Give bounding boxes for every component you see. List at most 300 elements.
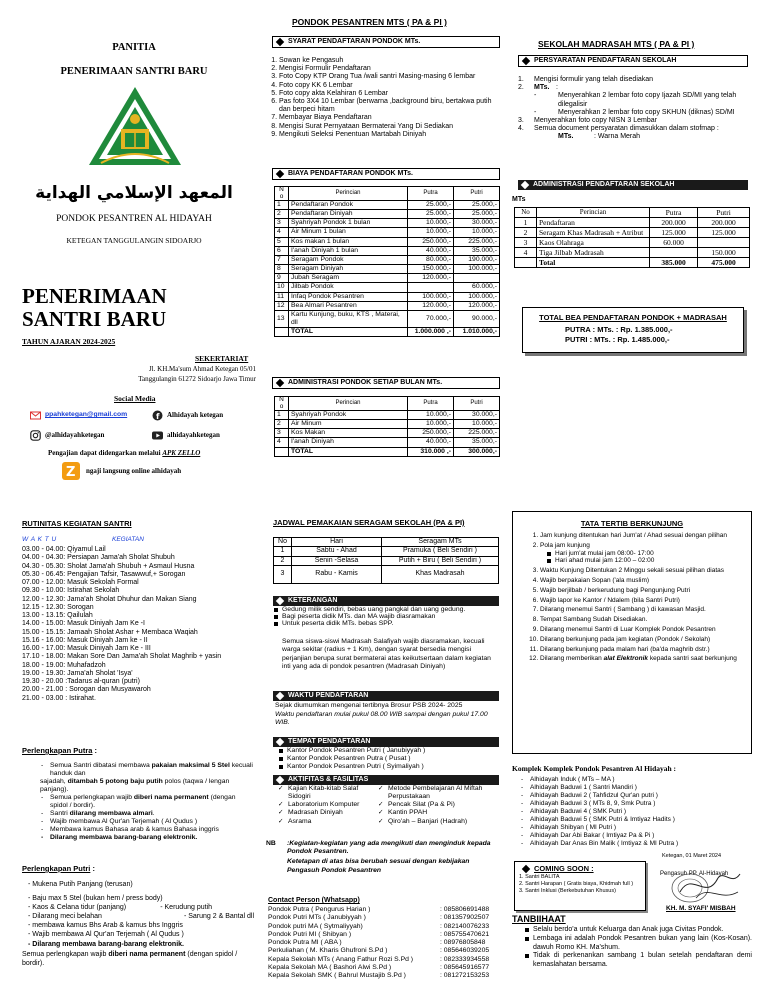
cell-no: 9	[275, 274, 289, 283]
contact-row	[268, 906, 500, 914]
schedule-item: 14.00 - 15.00: Masuk Diniyah Jam Ke -I	[22, 620, 145, 628]
list-item: Gedung milik sendiri, bebas uang pangkal dan uang gedung.	[273, 606, 499, 613]
table-row	[275, 283, 500, 292]
list-item: 5. Foto copy akta Kelahiran 6 Lembar	[279, 90, 498, 98]
schedule-item: 16.00 - 17.00: Masuk Diniyah Jam Ke - III	[22, 645, 151, 652]
pondok-name: PONDOK PESANTREN AL HIDAYAH	[56, 214, 212, 224]
cell-no: 10	[275, 283, 289, 292]
list-item: - Alhidayah Baduwi 5 ( SMK Putri & Imtiyaz Hadits )	[520, 816, 750, 824]
contact-number[interactable]: : 082140076233	[440, 922, 490, 930]
total-bea-putra: PUTRA : MTs. : Rp. 1.385.000,-	[565, 325, 673, 334]
cell-putra: 40.000,-	[408, 246, 454, 255]
table-row	[275, 438, 500, 447]
cell-putra: 250.000,-	[408, 237, 454, 246]
table-total-row: Total 385.000 475.000	[515, 258, 750, 268]
instagram-name: @alhidayahketegan	[45, 431, 105, 440]
list-item: Kantor Pondok Pesantren Putri ( Janubiyyah )	[278, 747, 500, 755]
cell-putri: 190.000,-	[454, 255, 500, 264]
facebook-row[interactable]	[152, 410, 223, 421]
table-row: 3 Rabu - Kamis Khas Madrasah	[274, 566, 499, 584]
cell-no: 4	[275, 438, 289, 447]
list-item: - sajadah, ditambah 5 potong baju putih polos (taqwa / lengan panjang).	[40, 778, 254, 794]
list-item: Selalu berdo'a untuk Keluarga dan Anak juga Civitas Pondok.	[524, 926, 752, 935]
cell-perincian: Seragam Pondok	[289, 255, 408, 264]
arabic-name: المعهد الإسلامي الهداية	[35, 183, 233, 203]
cell-perincian: Kos makan 1 bulan	[289, 237, 408, 246]
cell-perincian: Kartu Kunjung, buku, KTS , Materai, dll	[289, 310, 408, 327]
waktu-line1: Sejak diumumkan mengenai tertibnya Brosur PSB 2024- 2025	[275, 702, 463, 709]
col-perincian: Perincian	[289, 187, 408, 201]
table-row: 2 Senin -Selasa Putih + Biru ( Beli Sendiri )	[274, 556, 499, 565]
list-item: - Membawa kamus Bahasa arab & kamus Bahasa inggris	[40, 826, 254, 834]
list-item: 3. Santri Inklusi (Berkebutuhan Khusus)	[519, 888, 616, 895]
list-item: - Alhidayah Baduwi 2 ( Tahfidzul Qur'an putri )	[520, 792, 750, 800]
cell-no: 11	[275, 292, 289, 301]
social-media-label: Social Media	[114, 394, 156, 403]
contact-list	[268, 906, 500, 981]
cell-putri: 100.000,-	[454, 292, 500, 301]
cell-perincian: Pendaftaran Pondok	[289, 201, 408, 210]
diamond-icon	[521, 181, 529, 189]
cell-putri: 120.000,-	[454, 301, 500, 310]
col-waktu: W A K T U	[22, 536, 57, 543]
col-putri: Putri	[454, 187, 500, 201]
contact-number[interactable]: : 08976805848	[440, 939, 486, 947]
list-item: ✓ Madrasah Diniyah	[278, 809, 378, 817]
facebook-name: Alhidayah ketegan	[167, 411, 224, 420]
schedule-item: 18.00 - 19.00: Muhafadzoh	[22, 661, 106, 669]
schedule-item: 09.30 - 10.00: Istirahat Sekolah	[22, 587, 120, 595]
mts-label: MTs	[512, 196, 526, 203]
table-row	[515, 248, 750, 258]
diamond-icon	[276, 692, 284, 700]
contact-row	[268, 947, 500, 955]
instagram-row[interactable]	[30, 430, 104, 441]
list-item: MTs. : Warna Merah	[558, 133, 641, 141]
tanbihaat-title: TANBIIHAAT	[512, 914, 566, 924]
signature-stamp	[660, 862, 746, 910]
cell-no: 2	[275, 420, 289, 429]
table-row	[275, 265, 500, 274]
email-link[interactable]: ppahketegan@gmail.com	[45, 411, 128, 419]
schedule-item: 07.00 - 12.00: Masuk Sekolah Formal	[22, 579, 139, 586]
list-item: - Semua perlengkapan wajib diberi nama permanent (dengan spidol / bordir).	[40, 794, 254, 810]
table-total-row: TOTAL 310.000 ,- 300.000,-	[275, 447, 500, 456]
contact-row	[268, 956, 500, 964]
cell-perincian: I'anah Diniyah 1 bulan	[289, 246, 408, 255]
table-row	[275, 219, 500, 228]
cell-putri	[698, 238, 750, 248]
list-item: 6. Wajib lapor ke Kantor / Ndalem (bila Santri Putri)	[540, 597, 737, 605]
list-item: - membawa kamus Bhs Arab & kamus bhs Inggris	[28, 922, 183, 930]
list-item: ✓ Pencak Silat (Pa & Pi)	[378, 801, 500, 809]
list-item: 8. Mengisi Surat Pernyataan Bermaterai Yang Di Sediakan	[279, 123, 498, 131]
perlengkapan-putri-note: Semua perlengkapan wajib diberi nama permanent (dengan spidol / bordir).	[22, 951, 238, 968]
keterangan-note: Semua siswa-siswi Madrasah Salafiyah wajib diasramakan, kecuali warga sekitar (radius + 1 Km), dengan syarat bersedia mengisi perjanjian berupa surat bermaterai atas keikutsertaan dalam kegiatan inti yang ada di pondok pesantren (Madrasah Diniyah)	[282, 638, 491, 671]
aktifitas-header: AKTIFITAS & FASILITAS	[273, 775, 499, 785]
contact-name: Pondok putri MA ( Sytmaliyyah)	[268, 922, 363, 930]
cell-perincian: Kos Makan	[289, 429, 408, 438]
list-item: - Dilarang meci belahan - Sarung 2 & Bantal dll	[28, 913, 254, 921]
admin-sekolah-table-wrap	[514, 207, 750, 268]
cell-perincian: Jubah Seragam	[289, 274, 408, 283]
total-bea-title: TOTAL BEA PENDAFTARAN PONDOK + MADRASAH	[539, 313, 727, 322]
contact-name: Pondok Putra MI ( ABA )	[268, 939, 342, 947]
diamond-icon	[522, 57, 530, 65]
diamond-icon	[276, 776, 284, 784]
table-row	[515, 228, 750, 238]
cell-perincian: Kaos Olahraga	[537, 238, 650, 248]
coming-soon-title: COMING SOON :	[515, 864, 645, 873]
cell-no: 7	[275, 255, 289, 264]
diamond-icon	[522, 864, 530, 872]
list-item: 5. Wajib berjilbab / berkerudung bagi Pengunjung Putri	[540, 587, 737, 595]
col-putra: Putra	[408, 187, 454, 201]
table-row	[275, 237, 500, 246]
schedule-item: 15.00 - 15.15: Jamaah Sholat Ashar + Membaca Waqiah	[22, 628, 198, 636]
list-item: 8. Tempat Sambang Sudah Disediakan.	[540, 616, 737, 624]
perlengkapan-putra-title-row: Perlengkapan Putra :	[22, 746, 98, 755]
contact-row	[268, 964, 500, 972]
penerimaan-label: PENERIMAAN SANTRI BARU	[60, 66, 208, 77]
schedule-item: 17.10 - 18.00: Makan Sore Dan Jama'ah Sholat Maghrib + yasin	[22, 653, 222, 661]
contact-name: Kepala Sekolah MA ( Bashori Alwi S.Pd )	[268, 963, 392, 971]
list-item: - Baju max 5 Stel (bukan hem / press body)	[28, 895, 163, 903]
facebook-icon	[152, 410, 163, 421]
top-title: PONDOK PESANTREN MTS ( PA & PI )	[292, 17, 447, 27]
diamond-icon	[276, 38, 284, 46]
table-row	[275, 301, 500, 310]
total-bea-putri: PUTRI : MTs. : Rp. 1.485.000,-	[565, 335, 670, 344]
list-item: 11. Dilarang berkunjung pada malam hari (ba'da maghrib dstr.)	[540, 646, 737, 654]
rutinitas-title: RUTINITAS KEGIATAN SANTRI	[22, 519, 132, 528]
table-header-row: No Perincian Putra Putri	[515, 208, 750, 218]
perlengkapan-putri-title-row: Perlengkapan Putri :	[22, 864, 95, 873]
contact-row	[268, 923, 500, 931]
cell-perincian: Syahriyah Pondok	[289, 411, 408, 420]
list-item: 12. Dilarang memberikan alat Elektronik kepada santri saat berkunjung	[540, 655, 737, 663]
cell-perincian: Pendaftaran	[537, 218, 650, 228]
list-item: 2. MTs. :	[518, 84, 558, 92]
list-item: 9. Mengikuti Seleksi Penentuan Martabah Diniyah	[279, 131, 498, 139]
aktifitas-left-list	[278, 785, 378, 826]
list-item: 1. Mengisi formulir yang telah disediakan	[518, 76, 654, 83]
diamond-icon	[276, 597, 284, 605]
table-row	[275, 310, 500, 327]
contact-number[interactable]: : 085755470621	[440, 930, 490, 938]
col-no: N o	[275, 187, 289, 201]
cell-putri: 60.000,-	[454, 283, 500, 292]
cell-no: 5	[275, 237, 289, 246]
tempat-list	[278, 747, 500, 770]
table-row	[275, 210, 500, 219]
table-row	[275, 246, 500, 255]
cell-putri: 10.000,-	[454, 420, 500, 429]
list-item: 4. Semua document persyaratan dimasukkan dalam stofmap :	[518, 125, 719, 133]
schedule-item: 19.00 - 19.30: Jama'ah Sholat 'Isya'	[22, 669, 133, 677]
list-item: 7. Membayar Biaya Pendaftaran	[279, 114, 498, 122]
list-item: - Dilarang membawa barang-barang elektronik.	[28, 940, 184, 948]
cell-putra: 70.000,-	[408, 310, 454, 327]
youtube-row[interactable]	[152, 430, 220, 441]
contact-name: Kepala Sekolah MTs ( Anang Fathur Rozi S.Pd )	[268, 955, 414, 963]
list-item: - Wajib membawa Al Qur'an Terjemah ( Al Qudus )	[28, 931, 184, 939]
cell-no: 1	[275, 201, 289, 210]
cell-putra: 100.000,-	[408, 292, 454, 301]
cell-no: 4	[515, 248, 537, 258]
cell-putra: 80.000,-	[408, 255, 454, 264]
list-item: 1. Jam kunjung ditentukan hari Jum'at / Ahad sesuai dengan pilihan	[540, 532, 737, 540]
table-header-row: N o Perincian Putra Putri	[275, 397, 500, 411]
cell-no: 4	[275, 228, 289, 237]
schedule-item: 03.00 - 04.00: Qiyamul Lail	[22, 546, 106, 553]
cell-no: 12	[275, 301, 289, 310]
cell-perincian: Seragam Khas Madrasah + Atribut	[537, 228, 650, 238]
total-putri: 1.010.000,-	[454, 328, 500, 337]
col-kegiatan: KEGIATAN	[112, 536, 144, 543]
table-row	[275, 411, 500, 420]
cell-perincian: Tiga Jilbab Madrasah	[537, 248, 650, 258]
cell-no: 8	[275, 265, 289, 274]
cell-no: 3	[275, 429, 289, 438]
list-item: 9. Dilarang menemui Santri di Luar Komplek Pondok Pesantren	[540, 626, 737, 634]
svg-text:Z: Z	[66, 465, 76, 480]
table-row	[275, 292, 500, 301]
zello-icon	[62, 462, 80, 480]
total-bea-box	[522, 307, 744, 353]
zello-line: Pengajian dapat didengarkan melalui APK ZELLO	[48, 449, 201, 457]
cell-putra: 25.000,-	[408, 201, 454, 210]
seragam-title: JADWAL PEMAKAIAN SERAGAM SEKOLAH (PA & PI)	[273, 518, 465, 527]
komplek-list	[520, 776, 750, 848]
cell-putra: 25.000,-	[408, 210, 454, 219]
list-item: - Alhidayah Dar Abi Bakar ( Imtiyaz Pa & Pi )	[520, 832, 750, 840]
cell-putra: 200.000	[650, 218, 698, 228]
contact-row	[268, 914, 500, 922]
biaya-table	[274, 186, 500, 337]
rutinitas-list	[22, 546, 221, 703]
big-title-line1: PENERIMAAN	[22, 284, 167, 308]
signature-name: KH. M. SYAFI' MISBAH	[666, 905, 736, 912]
zello-online-row: Z ngaji langsung online alhidayah	[62, 462, 181, 480]
diamond-icon	[276, 170, 284, 178]
list-item: ✓ Asrama	[278, 818, 378, 826]
cell-perincian: Bea Almari Pesantren	[289, 301, 408, 310]
persyaratan-header: PERSYARATAN PENDAFTARAN SEKOLAH	[518, 55, 748, 67]
cell-putri: 30.000,-	[454, 411, 500, 420]
schedule-item: 04.30 - 05.30: Sholat Jama'ah Shubuh + Asmaul Husna	[22, 562, 195, 570]
schedule-item: 04.00 - 04.30: Persiapan Jama'ah Sholat Shubuh	[22, 554, 175, 562]
cell-no: 2	[275, 210, 289, 219]
cell-putri: 30.000,-	[454, 219, 500, 228]
total-putra: 1.000.000 ,-	[408, 328, 454, 337]
contact-name: Pondok Putri MI ( Shibyan )	[268, 930, 352, 938]
list-item: ✓ Laboratorium Komputer	[278, 801, 378, 809]
list-item: Bagi peserta didik MTs. dan MA wajib diasramakan	[273, 613, 499, 620]
cell-perincian: Syahriyah Pondok 1 bulan	[289, 219, 408, 228]
cell-perincian: I'anah Diniyah	[289, 438, 408, 447]
list-item: - Menyerahkan 2 lembar foto copy SKHUN (diknas) SD/MI	[534, 108, 735, 116]
cell-putra: 10.000,-	[408, 219, 454, 228]
cell-no: 6	[275, 246, 289, 255]
location-name: KETEGAN TANGGULANGIN SIDOARJO	[66, 236, 202, 245]
table-row	[515, 238, 750, 248]
list-item: Hari jum'at mulai jam 08:00- 17:00	[546, 550, 737, 558]
cell-no: 1	[275, 411, 289, 420]
list-item: 2. Pola jam kunjung Hari jum'at mulai jam 08:00- 17:00 Hari ahad mulai jam 12:00 – 02:00	[540, 542, 737, 565]
cell-putri	[454, 274, 500, 283]
seragam-table-wrap	[273, 537, 499, 584]
signature-title: Pengasuh PP. Al-Hidayah	[660, 871, 729, 877]
cell-putra: 40.000,-	[408, 438, 454, 447]
table-row	[515, 218, 750, 228]
schedule-item: 13.00 - 13.15: Qailulah	[22, 612, 93, 619]
contact-row	[268, 939, 500, 947]
youtube-icon	[152, 430, 163, 441]
panitia-label: PANITIA	[112, 42, 156, 53]
contact-number[interactable]: : 082333934558	[440, 955, 490, 963]
list-item: Kantor Pondok Pesantren Putra ( Pusat )	[278, 755, 500, 763]
tahun-ajaran: TAHUN AJARAN 2024-2025	[22, 337, 116, 346]
signature-date: Ketegan, 01 Maret 2024	[662, 853, 722, 859]
cell-perincian: Air Minum 1 bulan	[289, 228, 408, 237]
contact-number[interactable]: : 085645916577	[440, 963, 490, 971]
list-item: 7. Dilarang menemui Santri ( Sambang ) di kawasan Masjid.	[540, 606, 737, 614]
list-item: 3. Menyerahkan foto copy NISN 3 Lembar	[518, 116, 657, 124]
tata-tertib-title: TATA TERTIB BERKUNJUNG	[580, 519, 684, 528]
keterangan-header: KETERANGAN	[273, 596, 499, 606]
list-item: 1. Sowan ke Pengasuh	[279, 57, 498, 65]
cell-perincian: Pendaftaran Diniyah	[289, 210, 408, 219]
waktu-header: WAKTU PENDAFTARAN	[273, 691, 499, 701]
list-item: ✓ Kantin PPAH	[378, 809, 500, 817]
email-row[interactable]	[30, 410, 127, 421]
table-row	[275, 420, 500, 429]
list-item: - Alhidayah Dar Anas Bin Malik ( Imtiyaz & MI Putra )	[520, 840, 750, 848]
list-item: Hari ahad mulai jam 12:00 – 02:00	[546, 557, 737, 565]
tanbihaat-list	[524, 926, 752, 970]
perlengkapan-putra-list	[40, 762, 254, 842]
nb-label: NB	[266, 840, 276, 847]
admin-sekolah-header: ADMINISTRASI PENDAFTARAN SEKOLAH	[518, 180, 748, 190]
cell-putra: 10.000,-	[408, 411, 454, 420]
list-item: - Mukena Putih Panjang (terusan)	[28, 881, 133, 888]
list-item: - Alhidayah Baduwi 3 ( MTs 8, 9, Smk Putra )	[520, 800, 750, 808]
list-item: - Santri dilarang membawa almari.	[40, 810, 254, 818]
syarat-list	[266, 57, 498, 139]
contact-number[interactable]: : 081357902507	[440, 914, 490, 922]
komplek-title: Komplek Komplek Pondok Pesantren Al Hidayah :	[512, 764, 677, 773]
aktifitas-right-list	[378, 785, 500, 826]
total-label: TOTAL	[289, 328, 408, 337]
zello-app-name: APK ZELLO	[162, 449, 201, 457]
cell-putra	[408, 283, 454, 292]
contact-number[interactable]: : 085806691488	[440, 906, 490, 913]
cell-perincian: Jilbab Pondok	[289, 283, 408, 292]
cell-putra: 250.000,-	[408, 429, 454, 438]
cell-putra: 125.000	[650, 228, 698, 238]
list-item: - Menyerahkan 2 lembar foto copy Ijazah SD/MI yang telah dilegalisir	[534, 92, 737, 108]
sekretariat-label: SEKERTARIAT	[195, 354, 249, 363]
contact-name: Pondok Putri MTs ( Janubiyyah )	[268, 914, 366, 922]
coming-soon-list	[515, 873, 645, 896]
cell-putra: 10.000,-	[408, 228, 454, 237]
schedule-item: 12.00 - 12.30: Jama'ah Sholat Dhuhur dan Makan Siang	[22, 595, 197, 603]
list-item: Untuk peserta didik MTs. bebas SPP.	[273, 620, 499, 627]
tata-tertib-list	[527, 532, 737, 663]
contact-title: Contact Person (Whatsapp)	[268, 897, 360, 904]
cell-putri: 25.000,-	[454, 210, 500, 219]
pesantren-logo	[87, 85, 183, 167]
list-item: - Alhidayah Baduwi 4 ( SMK Putri )	[520, 808, 750, 816]
contact-name: Pondok Putra ( Pengurus Harian )	[268, 906, 371, 913]
cell-no: 2	[515, 228, 537, 238]
list-item: Kantor Pondok Pesantren Putri ( Syimaliyah )	[278, 763, 500, 771]
list-item: 6. Pas foto 3X4 10 Lembar (berwarna ,background biru, bertakwa putih dan berpeci hitam	[279, 98, 498, 114]
contact-name: Perkuliahan ( M. Kharis Ghufroni S.Pd )	[268, 947, 388, 955]
cell-perincian: Seragam Diniyah	[289, 265, 408, 274]
cell-putri: 10.000,-	[454, 228, 500, 237]
tempat-header: TEMPAT PENDAFTARAN	[273, 737, 499, 747]
cell-putra: 150.000,-	[408, 265, 454, 274]
cell-putri: 35.000,-	[454, 246, 500, 255]
cell-putra	[650, 248, 698, 258]
cell-putri: 35.000,-	[454, 438, 500, 447]
table-header-row: No Hari Seragam MTs	[274, 538, 499, 547]
coming-soon-box	[514, 861, 646, 911]
contact-number[interactable]: : 085646039205	[440, 947, 490, 955]
right-title: SEKOLAH MADRASAH MTS ( PA & PI )	[538, 39, 695, 49]
cell-putra: 120.000,-	[408, 274, 454, 283]
cell-putri: 225.000,-	[454, 429, 500, 438]
cell-putra: 120.000,-	[408, 301, 454, 310]
admin-pondok-table	[274, 396, 500, 457]
waktu-line2: Waktu pendaftaran mulai pukul 08.00 WIB sampai dengan pukul 17.00 WIB.	[275, 711, 488, 726]
table-row	[275, 255, 500, 264]
list-item: - Wajib membawa Al Qur'an Terjemah ( Al Qudus )	[40, 818, 254, 826]
table-row	[275, 274, 500, 283]
cell-putri: 100.000,-	[454, 265, 500, 274]
admin-pondok-header: ADMINISTRASI PONDOK SETIAP BULAN MTs.	[272, 377, 500, 389]
table-row	[275, 228, 500, 237]
table-row	[275, 201, 500, 210]
list-item: - Kaos & Celana tidur (panjang) - Kerudung putih	[28, 904, 212, 912]
contact-row	[268, 972, 500, 980]
cell-no: 1	[515, 218, 537, 228]
list-item: ✓ Qiro'ah – Banjari (Hadrah)	[378, 818, 500, 826]
nb-text: :Kegiatan-kegiatan yang ada mengikuti dan menginduk kepada Pondok Pesantren. Ketetapan di atas bisa berubah sesuai dengan kebijakan Pengasuh Pondok Pesantren	[287, 840, 491, 875]
cell-perincian: Infaq Pondok Pesantren	[289, 292, 408, 301]
contact-number[interactable]: : 081272153253	[440, 972, 490, 980]
persyaratan-list	[518, 76, 748, 142]
list-item: 2. Santri Harapan ( Gratis biaya, Khidmah full )	[519, 881, 634, 888]
svg-text:f: f	[156, 412, 160, 421]
schedule-item: 15.16 - 16.00: Masuk Diniyah Jam ke - II	[22, 636, 148, 644]
list-item: Lembaga ini adalah Pondok Pesantren bukan yang lain (Kos-Kosan). dawuh Romo KH. Ma'shum.	[524, 935, 752, 953]
cell-no: 13	[275, 310, 289, 327]
schedule-item: 20.00 - 21.00 : Sorogan dan Musyawaroh	[22, 686, 151, 694]
list-item: 3. Waktu Kunjung Ditentukan 2 Minggu sekali sesuai pilihan diatas	[540, 567, 737, 575]
list-item: 10. Dilarang berkunjung pada jam kegiatan (Pondok / Sekolah)	[540, 636, 737, 644]
table-header-row	[275, 187, 500, 201]
table-total-row	[275, 328, 500, 337]
list-item: ✓ Kajian Kitab-kitab Salaf Sidogiri	[278, 785, 378, 801]
seragam-table	[273, 537, 499, 584]
list-item: - Semua Santri dibatasi membawa pakaian maksimal 5 Stel kecuali handuk dan	[40, 762, 254, 778]
cell-putri: 150.000	[698, 248, 750, 258]
cell-putri: 125.000	[698, 228, 750, 238]
schedule-item: 21.00 - 03.00 : Istirahat.	[22, 694, 96, 702]
